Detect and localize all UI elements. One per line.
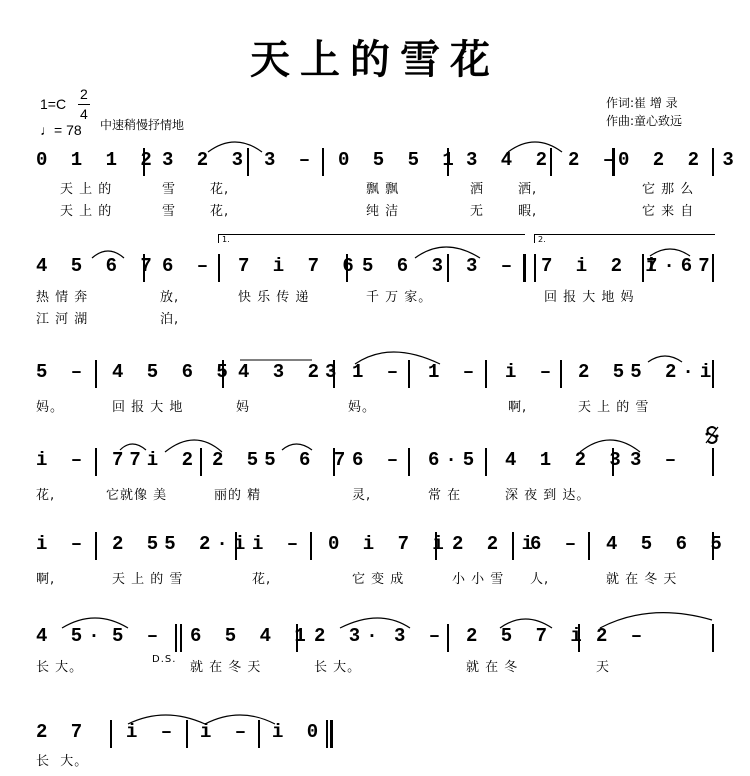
measure: 6 – [352,449,405,471]
first-ending: 1. [218,234,525,243]
lyric: 洒 [470,182,485,197]
lyric: 无 [470,204,485,219]
measure: 3 – [630,449,683,471]
slurs [0,718,750,748]
measure: i – [36,533,89,555]
measure: 2 – [568,149,621,171]
slurs [0,622,750,652]
lyricist-credit: 作词:崔 增 录 [606,96,678,110]
slurs [0,358,750,388]
measure: 4 3 23 [238,361,343,383]
measure: 3 4 2 [466,149,554,171]
measure: 1 – [352,361,405,383]
lyric: 纯 洁 [366,204,400,219]
segno-icon [702,424,722,446]
lyric: 妈 [236,400,251,415]
barline [95,532,97,560]
dal-segno-marking: D.S. [152,654,177,665]
lyric: 妈。 [348,400,377,415]
lyric: 妈。 [36,400,65,415]
credits [606,94,682,130]
lyric: 小 小 雪 [452,572,505,587]
lyric: 热 情 奔 [36,290,89,305]
lyric: 天 [596,660,611,675]
score-row-7 [0,718,750,776]
expression-marking: 中速稍慢抒情地 [100,118,185,132]
measure: 5 – [112,625,165,647]
lyric: 灵, [352,488,372,503]
barline [310,532,312,560]
measure: 0 2 2 3 [618,149,740,171]
lyric: 快 乐 传 递 [238,290,310,305]
composer-credit: 作曲:童心致远 [606,114,683,128]
score-row-5 [0,530,750,590]
lyric: 花, [36,488,56,503]
measure: 3 2 3 [162,149,250,171]
measure: 0 1 1 2 [36,149,158,171]
measure: 2 – [596,625,649,647]
measure: 5 6 3 [362,255,450,277]
measure: 2 5 7 i [466,625,588,647]
barline [588,532,590,560]
measure: 0 5 5 1 [338,149,460,171]
lyric: 它 变 成 [352,572,405,587]
score-row-1 [0,146,750,226]
measure: 6 – [162,255,215,277]
measure: i – [252,533,305,555]
lyric: 天 上 的 雪 [112,572,184,587]
measure: i – [126,721,179,743]
lyric: 啊, [36,572,56,587]
measure: i – [36,449,89,471]
measure: 2 55 6 7 [212,449,352,471]
lyric: 人, [530,572,550,587]
song-title: 天上的雪花 [250,36,500,83]
lyric: 泊, [160,312,180,327]
score-row-2 [0,235,750,332]
lyric: 深 夜 到 达。 [505,488,591,503]
measure: 4 5 6 5 [112,361,234,383]
lyric: 就 在 冬 天 [190,660,262,675]
measure: 7 i 7 6 [238,255,360,277]
time-signature-bottom: 4 [80,106,88,122]
measure: 2 2 i [452,533,540,555]
lyric: 洒, [518,182,538,197]
lyric: 它 那 么 [642,182,695,197]
lyric: 天 上 的 [60,182,113,197]
slurs [0,446,750,476]
lyric: 雪 [162,204,177,219]
tempo-marking: ♩= 78 [40,122,82,138]
lyric: 放, [160,290,180,305]
lyric: 雪 [162,182,177,197]
lyric: 天 上 的 [60,204,113,219]
measure: i – [200,721,253,743]
lyric: 回 报 大 地 [112,400,184,415]
score-row-6 [0,622,750,682]
measure: 3 – [264,149,317,171]
measure: 4 5 6 7 [36,255,158,277]
lyric: 长 大。 [36,754,89,769]
lyric: 它 来 自 [642,204,695,219]
lyric: 它就像 美 [106,488,168,503]
slurs [0,146,750,176]
lyric: 飘 飘 [366,182,400,197]
slurs [0,252,750,282]
measure: i 0 [272,721,325,743]
lyric: 天 上 的 雪 [578,400,650,415]
lyric: 就 在 冬 天 [606,572,678,587]
measure: 6 5 4 1 [190,625,312,647]
measure: 5 – [36,361,89,383]
time-signature-line [78,104,90,105]
score-row-4 [0,446,750,506]
key-signature: 1=C [40,96,67,112]
lyric: 江 河 湖 [36,312,89,327]
lyric: 花, [210,204,230,219]
score-row-3 [0,358,750,418]
second-ending: 2. [534,234,715,243]
measure: 3 – [466,255,519,277]
measure: 6·5 [428,449,481,471]
measure: 2 55 2·i [112,533,252,555]
measure: 2 55 2·i [578,361,718,383]
lyric: 丽的 精 [214,488,262,503]
lyric: 啊, [508,400,528,415]
measure: 77i 2 [112,449,200,471]
measure: 3 – [394,625,447,647]
measure: 0 i 7 i [328,533,450,555]
measure: i – [505,361,558,383]
lyric: 花, [252,572,272,587]
lyric: 回 报 大 地 妈 [544,290,635,305]
measure: 6 – [530,533,583,555]
measure: 4 1 2 3 [505,449,627,471]
lyric: 常 在 [428,488,462,503]
measure: 2 3· [314,625,384,647]
time-signature-top: 2 [80,86,88,102]
lyric: 千 万 家。 [366,290,433,305]
lyric: 花, [210,182,230,197]
measure: 1 – [428,361,481,383]
lyric: 长 大。 [36,660,84,675]
lyric: 就 在 冬 [466,660,519,675]
measure: 2 7 [36,721,89,743]
measure: 4 5· [36,625,106,647]
measure: 7·67 [646,255,716,277]
measure: 4 5 6 5 [606,533,728,555]
lyric: 暇, [518,204,538,219]
lyric: 长 大。 [314,660,362,675]
measure: 7 i 2 i [541,255,663,277]
